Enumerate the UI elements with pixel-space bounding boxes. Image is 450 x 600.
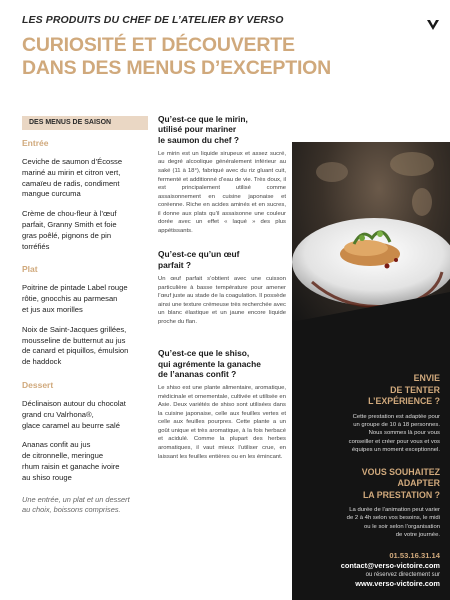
menu-column: [22, 138, 146, 516]
contact-note: ou réservez directement sur: [365, 571, 440, 578]
menu-item: Déclinaison autour du chocolat grand cru Valrhona®, glace caramel au beurre salé: [22, 398, 126, 430]
menu-item: Ceviche de saumon d’Écosse mariné au mirin et citron vert, camaïeu de radis, condiment mangue curcuma: [22, 157, 123, 199]
faq-question: Qu’est-ce que le mirin, utilisé pour mariner le saumon du chef ?: [158, 114, 248, 145]
cta-title: L’EXPÉRIENCE ?: [368, 396, 440, 406]
cta-body: de 2 à 4h selon vos besoins, le midi: [346, 515, 440, 522]
cta-body: de votre journée.: [395, 532, 440, 539]
cta-title-adapt: LA PRESTATION ?: [362, 489, 440, 500]
cta-title: ENVIE: [413, 373, 440, 383]
cta-body: La durée de l’animation peut varier: [349, 507, 440, 514]
cta-body: équipes un moment exceptionnel.: [351, 447, 440, 454]
website-link[interactable]: www.verso-victoire.com: [355, 579, 440, 589]
page-headline: [22, 34, 422, 80]
cta-body: Cette prestation est adaptée pour: [352, 413, 440, 420]
cta-title: DE TENTER: [390, 384, 440, 395]
faq-question: Qu’est-ce qu’un œuf parfait ?: [158, 249, 240, 270]
menu-section-title: Plat: [22, 264, 38, 275]
menu-item: Poitrine de pintade Label rouge rôtie, gnocchis au parmesan et jus aux morilles: [22, 283, 128, 314]
cta-body: ou le soir selon l’organisation: [364, 523, 440, 530]
header-kicker: LES PRODUITS DU CHEF DE L’ATELIER BY VERSO: [22, 14, 284, 26]
faq-question: Qu’est-ce que le shiso, qui agrémente la ganache de l’ananas confit ?: [158, 348, 261, 379]
cta-title-adapt: ADAPTER: [397, 478, 440, 489]
faq-answer: Le mirin est un liquide sirupeux et assez sucré, au degré alcoolique généralement inférieur au saké (11 à 18°), fabriqué avec du riz gluant cuit, fermenté et additionné d’eau de vie. Très doux, il est principalement utilisé comme assaisonnement en cuisine japonaise et coréenne. Riche en acides aminés et en sucres, il donne aux plats qu’il assaisonne une couleur dorée avec un effet « laqué » des plus appétissants.: [158, 150, 286, 234]
cta-body: un groupe de 10 à 18 personnes.: [353, 421, 440, 428]
menu-item: Crème de chou-fleur à l’œuf parfait, Granny Smith et foie gras poêlé, pignons de pin torréfiés: [22, 209, 117, 251]
season-menu-label: DES MENUS DE SAISON: [22, 116, 148, 130]
cta-body: conseiller et créer pour vous et vos: [348, 438, 440, 445]
dish-photo: [292, 142, 450, 374]
headline-line: DANS DES MENUS D’EXCEPTION: [22, 57, 332, 79]
menu-item: Ananas confit au jus de citronnelle, meringue rhum raisin et ganache ivoire au shiso rouge: [22, 440, 120, 482]
menu-note: Une entrée, un plat et un dessert au choix, boissons comprises.: [22, 494, 130, 515]
verso-logo-icon: [426, 18, 440, 32]
faq-column: [158, 114, 286, 475]
cta-block: [300, 373, 440, 589]
menu-section-title: Entrée: [22, 138, 49, 148]
cta-title-adapt: VOUS SOUHAITEZ: [361, 466, 440, 477]
menu-section-title: Dessert: [22, 379, 54, 390]
faq-answer: Le shiso est une plante alimentaire, aromatique, médicinale et ornementale, cultivée et utilisée en Asie. Deux variétés de shiso sont utilisées dans la cuisine japonaise, celle aux feuilles vertes et celle aux feuilles pourpres. Cette plante a un goût unique et très aromatique, à la fois herbacé et acidulé. Comme la plupart des herbes aromatiques, il vaut mieux l’utiliser crue, en laissant les feuilles entières ou en les émincant.: [158, 385, 286, 460]
faq-answer: Un œuf parfait s’obtient avec une cuisson particulière à basse température pour amener l’œuf juste au stade de la coagulation. Il possède ainsi une texture crémeuse très recherchée avec un blanc élastique et un jaune encore liquide proche du flan.: [158, 275, 286, 325]
headline-line: CURIOSITÉ ET DÉCOUVERTE: [22, 34, 295, 56]
cta-body: Nous sommes là pour vous: [368, 430, 440, 437]
contact-phone[interactable]: 01.53.16.31.14: [389, 550, 440, 560]
menu-item: Noix de Saint-Jacques grillées, mousseline de butternut au jus de canard et piquillos, émulsion de haddock: [22, 324, 129, 367]
contact-email-link[interactable]: contact@verso-victoire.com: [340, 560, 440, 570]
